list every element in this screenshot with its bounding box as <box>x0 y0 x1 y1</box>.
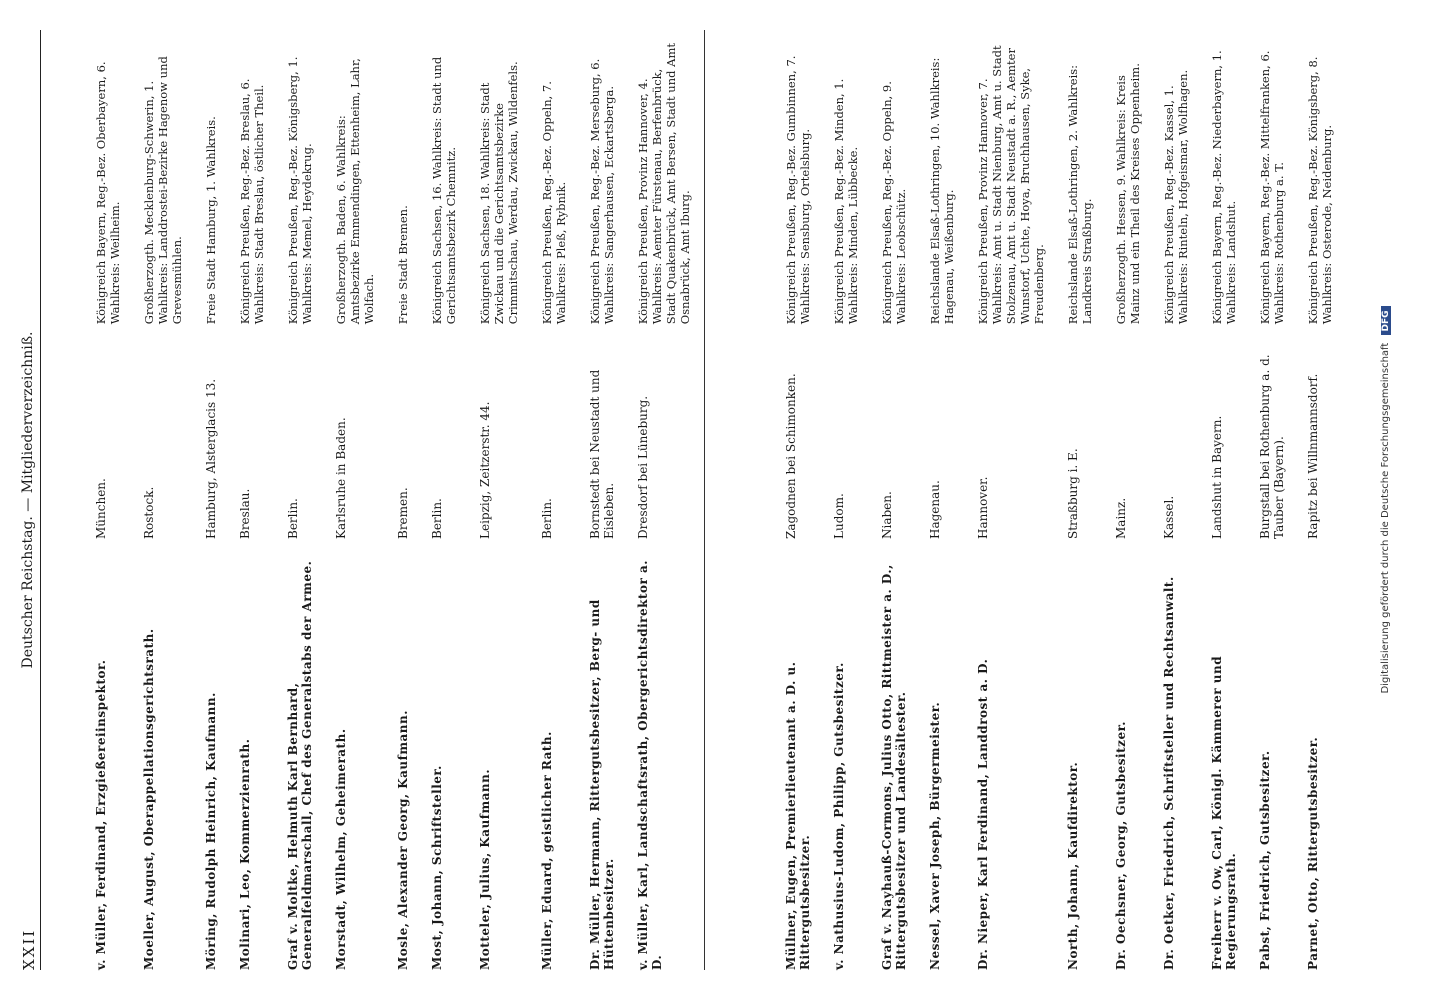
member-name: Dr. Oechsner, Georg, Gutsbesitzer. <box>1114 721 1128 970</box>
member-constituency: Königreich Preußen, Reg.-Bez. Minden, 1. Wahlkreis: Minden, Lübbecke. <box>832 78 860 325</box>
member-constituency: Königreich Bayern, Reg.-Bez. Mittelfranken, 6. Wahlkreis: Rothenburg a. T. <box>1258 50 1286 325</box>
member-constituency: Großherzogth. Mecklenburg-Schwerin, 1. Wahlkreis: Landdrostei-Bezirke Hagenow und Grevesmühlen. <box>142 56 184 325</box>
right-half <box>784 30 1354 970</box>
member-entry <box>880 30 908 970</box>
member-constituency: Königreich Bayern, Reg.-Bez. Niederbayern, 1. Wahlkreis: Landshut. <box>1210 50 1238 325</box>
member-name: Graf v. Moltke, Helmuth Karl Bernhard, Generalfeldmarschall, Chef des Generalstabs der Armee. <box>286 560 314 970</box>
member-entry <box>396 30 410 970</box>
member-name: Müller, Eduard, geistlicher Rath. <box>540 731 554 970</box>
member-residence: Bremen. <box>396 487 410 539</box>
member-residence: Rapitz bei Willnmannsdorf. <box>1306 373 1320 539</box>
member-constituency: Reichslande Elsaß-Lothringen, 2. Wahlkreis: Landkreis Straßburg. <box>1066 64 1094 325</box>
member-residence: Hamburg, Alsterglacis 13. <box>204 378 218 539</box>
member-name: Müllner, Eugen, Premierlieutenant a. D. u. Rittergutsbesitzer. <box>784 661 812 970</box>
member-entry <box>540 30 568 970</box>
member-entry <box>832 30 860 970</box>
member-residence: Hannover. <box>976 476 990 539</box>
member-name: Mosle, Alexander Georg, Kaufmann. <box>396 710 410 970</box>
member-entry <box>1258 30 1286 970</box>
member-constituency: Königreich Preußen, Reg.-Bez. Merseburg, 6. Wahlkreis: Sangerhausen, Eckartsberga. <box>588 58 616 325</box>
member-name: Möring, Rudolph Heinrich, Kaufmann. <box>204 692 218 970</box>
member-constituency: Großherzogth. Hessen, 9. Wahlkreis: Kreis Mainz und ein Theil des Kreises Oppenheim. <box>1114 63 1142 325</box>
member-entry <box>784 30 812 970</box>
member-entry <box>204 30 218 970</box>
member-entry <box>636 30 692 970</box>
member-name: v. Müller, Karl, Landschaftsrath, Obergerichtsdirektor a. D. <box>636 560 664 970</box>
member-name: Freiherr v. Ow, Carl, Königl. Kämmerer und Regierungsrath. <box>1210 655 1238 970</box>
member-constituency: Königreich Preußen, Reg.-Bez. Oppeln, 9. Wahlkreis: Leobschütz. <box>880 81 908 325</box>
member-entry <box>142 30 184 970</box>
member-residence: Burgstall bei Rothenburg a. d. Tauber (Bayern). <box>1258 354 1286 539</box>
member-constituency: Königreich Preußen, Reg.-Bez. Königsberg, 8. Wahlkreis: Osterode, Neidenburg. <box>1306 56 1334 325</box>
member-constituency: Königreich Bayern, Reg.-Bez. Oberbayern, 6. Wahlkreis: Weilheim. <box>94 61 122 325</box>
member-name: Dr. Oetker, Friedrich, Schriftsteller und Rechtsanwalt. <box>1162 576 1176 970</box>
member-name: Most, Johann, Schriftsteller. <box>430 765 444 970</box>
member-constituency: Königreich Preußen, Reg.-Bez. Oppeln, 7. Wahlkreis: Pleß, Rybnik. <box>540 81 568 325</box>
member-entry <box>1210 30 1238 970</box>
member-residence: Rostock. <box>142 486 156 539</box>
member-residence: Berlin. <box>430 498 444 539</box>
page-number: XXII <box>20 928 38 970</box>
running-title: Deutscher Reichstag. — Mitgliederverzeichniß. <box>20 331 36 669</box>
member-constituency: Freie Stadt Bremen. <box>396 205 410 325</box>
member-residence: München. <box>94 478 108 539</box>
member-residence: Leipzig, Zeitzerstr. 44. <box>478 401 492 539</box>
member-entry <box>238 30 266 970</box>
member-entry <box>94 30 122 970</box>
member-entry <box>976 30 1046 970</box>
member-entry <box>1066 30 1094 970</box>
dfg-credit <box>1380 0 1400 1000</box>
member-constituency: Königreich Sachsen, 16. Wahlkreis: Stadt und Gerichtsamtsbezirk Chemnitz. <box>430 56 458 325</box>
member-residence: Berlin. <box>286 498 300 539</box>
left-half <box>94 30 712 970</box>
member-name: Graf v. Nayhauß-Cormons, Julius Otto, Rittmeister a. D., Rittergutsbesitzer und Landesältester. <box>880 564 908 970</box>
dfg-credit-text: Digitalisierung gefördert durch die Deutsche Forschungsgemeinschaft <box>1380 342 1391 694</box>
member-entry <box>1306 30 1334 970</box>
member-name: Parnet, Otto, Rittergutsbesitzer. <box>1306 736 1320 970</box>
member-constituency: Reichslande Elsaß-Lothringen, 10. Wahlkreis: Hagenau, Weißenburg. <box>928 57 956 325</box>
header-rule <box>40 30 41 970</box>
member-entry <box>1114 30 1142 970</box>
member-name: Molinari, Leo, Kommerzienrath. <box>238 738 252 970</box>
member-residence: Straßburg i. E. <box>1066 448 1080 539</box>
member-constituency: Königreich Preußen, Reg.-Bez. Kassel, 1. Wahlkreis: Rinteln, Hofgeismar, Wolfhagen. <box>1162 69 1190 325</box>
member-name: v. Nathusius-Ludom, Philipp, Gutsbesitzer. <box>832 662 846 970</box>
member-constituency: Königreich Preußen, Reg.-Bez. Gumbinnen, 7. Wahlkreis: Sensburg, Ortelsburg. <box>784 55 812 325</box>
member-constituency: Königreich Preußen, Reg.-Bez. Breslau, 6. Wahlkreis: Stadt Breslau, östlicher Theil. <box>238 78 266 325</box>
member-entry <box>588 30 616 970</box>
member-residence: Niaben. <box>880 491 894 539</box>
member-residence: Bornstedt bei Neustadt und Eisleben. <box>588 369 616 539</box>
member-residence: Berlin. <box>540 498 554 539</box>
member-entry <box>928 30 956 970</box>
member-name: Dr. Nieper, Karl Ferdinand, Landdrost a. D. <box>976 658 990 970</box>
member-name: Nessel, Xaver Joseph, Bürgermeister. <box>928 701 942 970</box>
member-name: Pabst, Friedrich, Gutsbesitzer. <box>1258 750 1272 970</box>
member-constituency: Königreich Preußen, Provinz Hannover, 4. Wahlkreis: Aemter Fürstenau, Berfenbrück, Stadt Quakenbrück, Amt Bersen, Stadt und Amt Osnabrück, Amt Iburg. <box>636 43 692 325</box>
member-residence: Mainz. <box>1114 497 1128 539</box>
member-residence: Kassel. <box>1162 495 1176 539</box>
dfg-logo: DFG <box>1381 306 1391 335</box>
member-name: Moeller, August, Oberappellationsgerichtsrath. <box>142 628 156 970</box>
member-entry <box>430 30 458 970</box>
member-name: Morstadt, Wilhelm, Geheimerath. <box>334 728 348 970</box>
member-constituency: Großherzogth. Baden, 6. Wahlkreis: Amtsbezirke Emmendingen, Ettenheim, Lahr, Wolfach. <box>334 58 376 325</box>
member-name: v. Müller, Ferdinand, Erzgießereiinspektor. <box>94 659 108 970</box>
member-entry <box>286 30 314 970</box>
member-entry <box>1162 30 1190 970</box>
member-residence: Ludom. <box>832 493 846 539</box>
member-residence: Hagenau. <box>928 480 942 539</box>
middle-divider <box>704 30 705 970</box>
member-name: Dr. Müller, Hermann, Rittergutsbesitzer, Berg- und Hüttenbesitzer. <box>588 599 616 970</box>
member-residence: Dresdorf bei Lüneburg. <box>636 395 650 539</box>
member-residence: Breslau. <box>238 488 252 539</box>
member-constituency: Königreich Preußen, Provinz Hannover, 7. Wahlkreis: Amt u. Stadt Nienburg, Amt u. Stadt Stolzenau, Amt u. Stadt Neustadt a. R., Aemter Wunstorf, Uchte, Hoya, Bruchhausen, Syke, Freudenberg. <box>976 45 1046 325</box>
member-name: Motteler, Julius, Kaufmann. <box>478 768 492 970</box>
member-entry <box>334 30 376 970</box>
member-entry <box>478 30 520 970</box>
member-residence: Zagodnen bei Schimonken. <box>784 373 798 539</box>
member-residence: Landshut in Bayern. <box>1210 415 1224 539</box>
member-constituency: Königreich Preußen, Reg.-Bez. Königsberg, 1. Wahlkreis: Memel, Heydekrug. <box>286 56 314 325</box>
member-constituency: Königreich Sachsen, 18. Wahlkreis: Stadt Zwickau und die Gerichtsamtsbezirke Crimmitschau, Werdau, Zwickau, Wildenfels. <box>478 61 520 325</box>
member-name: North, Johann, Kaufdirektor. <box>1066 761 1080 970</box>
member-residence: Karlsruhe in Baden. <box>334 417 348 539</box>
member-constituency: Freie Stadt Hamburg, 1. Wahlkreis. <box>204 116 218 325</box>
